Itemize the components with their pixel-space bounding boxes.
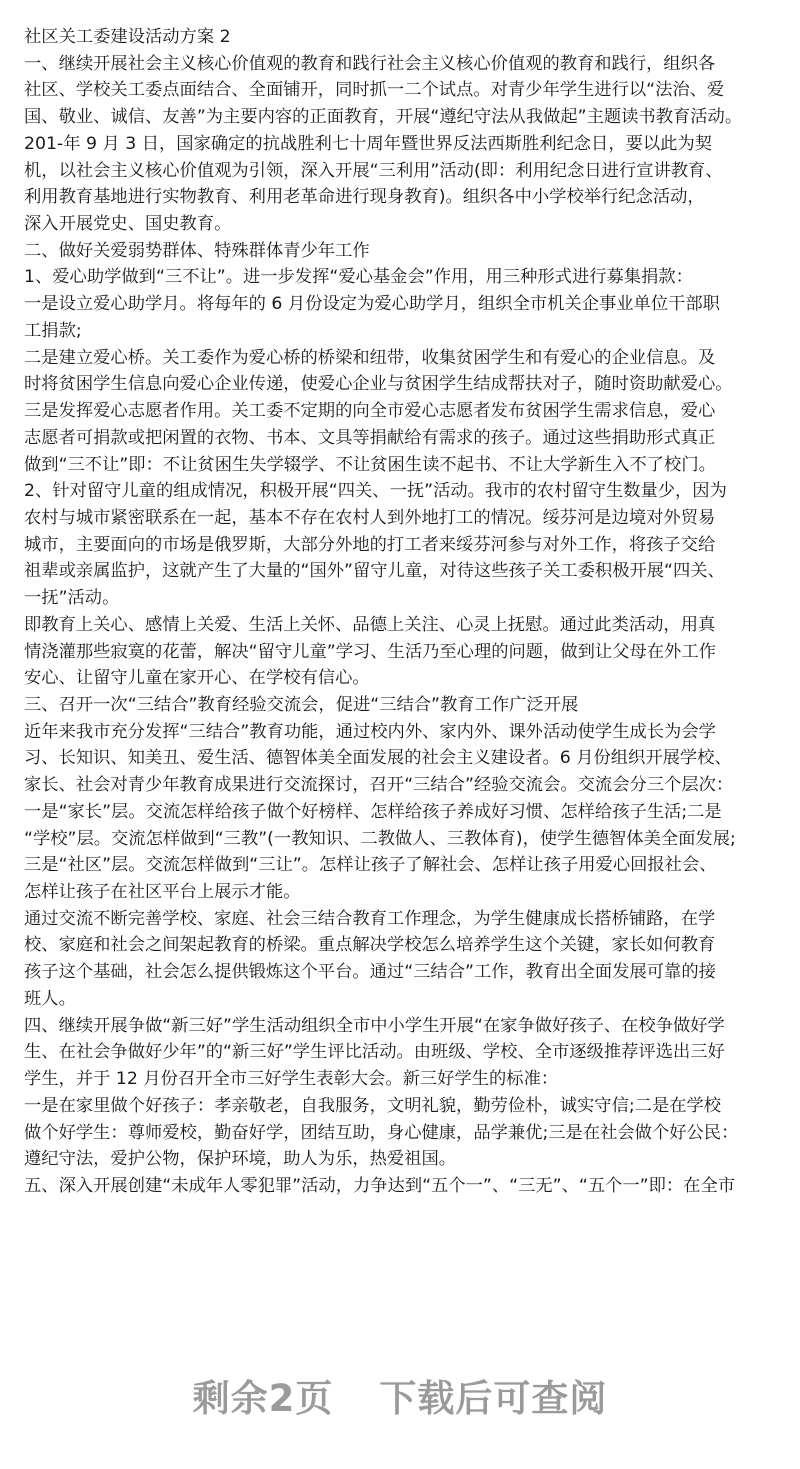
text-line: 一是在家里做个好孩子：孝亲敬老，自我服务，文明礼貌，勤劳俭朴，诚实守信;二是在学校 bbox=[24, 1096, 722, 1116]
text-line: 三、召开一次“三结合”教育经验交流会，促进“三结合”教育工作广泛开展 bbox=[24, 695, 579, 715]
text-line: 班人。 bbox=[24, 989, 76, 1009]
text-line: 做到“三不让”即：不让贫困生失学辍学、不让贫困生读不起书、不让大学新生入不了校门。 bbox=[24, 455, 716, 475]
text-line: 城市，主要面向的市场是俄罗斯，大部分外地的打工者来绥芬河参与对外工作，将孩子交给 bbox=[24, 535, 716, 555]
text-line: 201-年 9 月 3 日，国家确定的抗战胜利七十周年暨世界反法西斯胜利纪念日，要以此为契 bbox=[24, 134, 713, 154]
text-line: 一是设立爱心助学月。将每年的 6 月份设定为爱心助学月，组织全市机关企事业单位干部职 bbox=[24, 294, 720, 314]
text-line: 二、做好关爱弱势群体、特殊群体青少年工作 bbox=[24, 241, 370, 261]
text-line: “学校”层。交流怎样做到“三教”(一教知识、二教做人、三教体育)，使学生德智体美全面发展; bbox=[24, 829, 736, 849]
text-line: 做个好学生：尊师爱校，勤奋好学，团结互助，身心健康，品学兼优;三是在社会做个好公民： bbox=[24, 1123, 739, 1143]
text-line: 习、长知识、知美丑、爱生活、德智体美全面发展的社会主义建设者。6 月份组织开展学校、 bbox=[24, 748, 732, 768]
text-line: 时将贫困学生信息向爱心企业传递，使爱心企业与贫困学生结成帮扶对子，随时资助献爱心。 bbox=[24, 374, 733, 394]
text-line: 二是建立爱心桥。关工委作为爱心桥的桥梁和纽带，收集贫困学生和有爱心的企业信息。及 bbox=[24, 348, 716, 368]
text-line: 机，以社会主义核心价值观为引领，深入开展“三利用”活动(即：利用纪念日进行宣讲教育、 bbox=[24, 161, 723, 181]
text-line: 志愿者可捐款或把闲置的衣物、书本、文具等捐献给有需求的孩子。通过这些捐助形式真正 bbox=[24, 428, 716, 448]
text-line: 深入开展党史、国史教育。 bbox=[24, 214, 232, 234]
text-line: 社区、学校关工委点面结合、全面铺开，同时抓一二个试点。对青少年学生进行以“法治、爱 bbox=[24, 80, 725, 100]
text-line: 情浇灌那些寂寞的花蕾，解决“留守儿童”学习、生活乃至心理的问题，做到让父母在外工作 bbox=[24, 642, 716, 662]
text-line: 利用教育基地进行实物教育、利用老革命进行现身教育)。组织各中小学校举行纪念活动， bbox=[24, 187, 705, 207]
text-line: 五、深入开展创建“未成年人零犯罪”活动，力争达到“五个一”、“三无”、“五个一”即：在全市 bbox=[24, 1176, 736, 1196]
download-to-view-label: 下载后可查阅 bbox=[379, 1377, 608, 1420]
text-line: 三是发挥爱心志愿者作用。关工委不定期的向全市爱心志愿者发布贫困学生需求信息，爱心 bbox=[24, 401, 716, 421]
text-line: 遵纪守法，爱护公物，保护环境，助人为乐，热爱祖国。 bbox=[24, 1149, 457, 1169]
text-line: 2、针对留守儿童的组成情况，积极开展“四关、一抚”活动。我市的农村留守生数量少，因为 bbox=[24, 481, 727, 501]
text-line: 安心、让留守儿童在家开心、在学校有信心。 bbox=[24, 668, 370, 688]
text-line: 校、家庭和社会之间架起教育的桥梁。重点解决学校怎么培养学生这个关键，家长如何教育 bbox=[24, 935, 716, 955]
text-line: 家长、社会对青少年教育成果进行交流探讨，召开“三结合”经验交流会。交流会分三个层次： bbox=[24, 775, 734, 795]
download-prompt[interactable] bbox=[0, 1368, 800, 1422]
text-line: 一是“家长”层。交流怎样给孩子做个好榜样、怎样给孩子养成好习惯、怎样给孩子生活;二是 bbox=[24, 802, 722, 822]
text-line: 三是“社区”层。交流怎样做到“三让”。怎样让孩子了解社会、怎样让孩子用爱心回报社会、 bbox=[24, 855, 717, 875]
text-line: 即教育上关心、感情上关爱、生活上关怀、品德上关注、心灵上抚慰。通过此类活动，用真 bbox=[24, 615, 716, 635]
text-line: 孩子这个基础，社会怎么提供锻炼这个平台。通过“三结合”工作，教育出全面发展可靠的接 bbox=[24, 962, 716, 982]
text-line: 怎样让孩子在社区平台上展示才能。 bbox=[24, 882, 301, 902]
text-line: 农村与城市紧密联系在一起，基本不存在农村人到外地打工的情况。绥芬河是边境对外贸易 bbox=[24, 508, 716, 528]
text-line: 祖辈或亲属监护，这就产生了大量的“国外”留守儿童，对待这些孩子关工委积极开展“四关、 bbox=[24, 561, 725, 581]
text-line: 近年来我市充分发挥“三结合”教育功能，通过校内外、家内外、课外活动使学生成长为会学 bbox=[24, 722, 716, 742]
remaining-pages-label: 剩余2页 bbox=[192, 1377, 334, 1420]
text-line: 1、爱心助学做到“三不让”。进一步发挥“爱心基金会”作用，用三种形式进行募集捐款： bbox=[24, 267, 693, 287]
text-line: 通过交流不断完善学校、家庭、社会三结合教育工作理念，为学生健康成长搭桥铺路，在学 bbox=[24, 909, 716, 929]
text-line: 国、敬业、诚信、友善”为主要内容的正面教育，开展“遵纪守法从我做起”主题读书教育活动。 bbox=[24, 107, 743, 127]
text-line: 工捐款; bbox=[24, 321, 82, 341]
text-line: 学生，并于 12 月份召开全市三好学生表彰大会。新三好学生的标准： bbox=[24, 1069, 559, 1089]
text-line: 社区关工委建设活动方案 2 bbox=[24, 27, 231, 47]
text-line: 一抚”活动。 bbox=[24, 588, 120, 608]
text-line: 一、继续开展社会主义核心价值观的教育和践行社会主义核心价值观的教育和践行，组织各 bbox=[24, 54, 716, 74]
text-line: 四、继续开展争做“新三好”学生活动组织全市中小学生开展“在家争做好孩子、在校争做好学 bbox=[24, 1016, 725, 1036]
text-line: 生、在社会争做好少年”的“新三好”学生评比活动。由班级、学校、全市逐级推荐评选出三好 bbox=[24, 1042, 725, 1062]
